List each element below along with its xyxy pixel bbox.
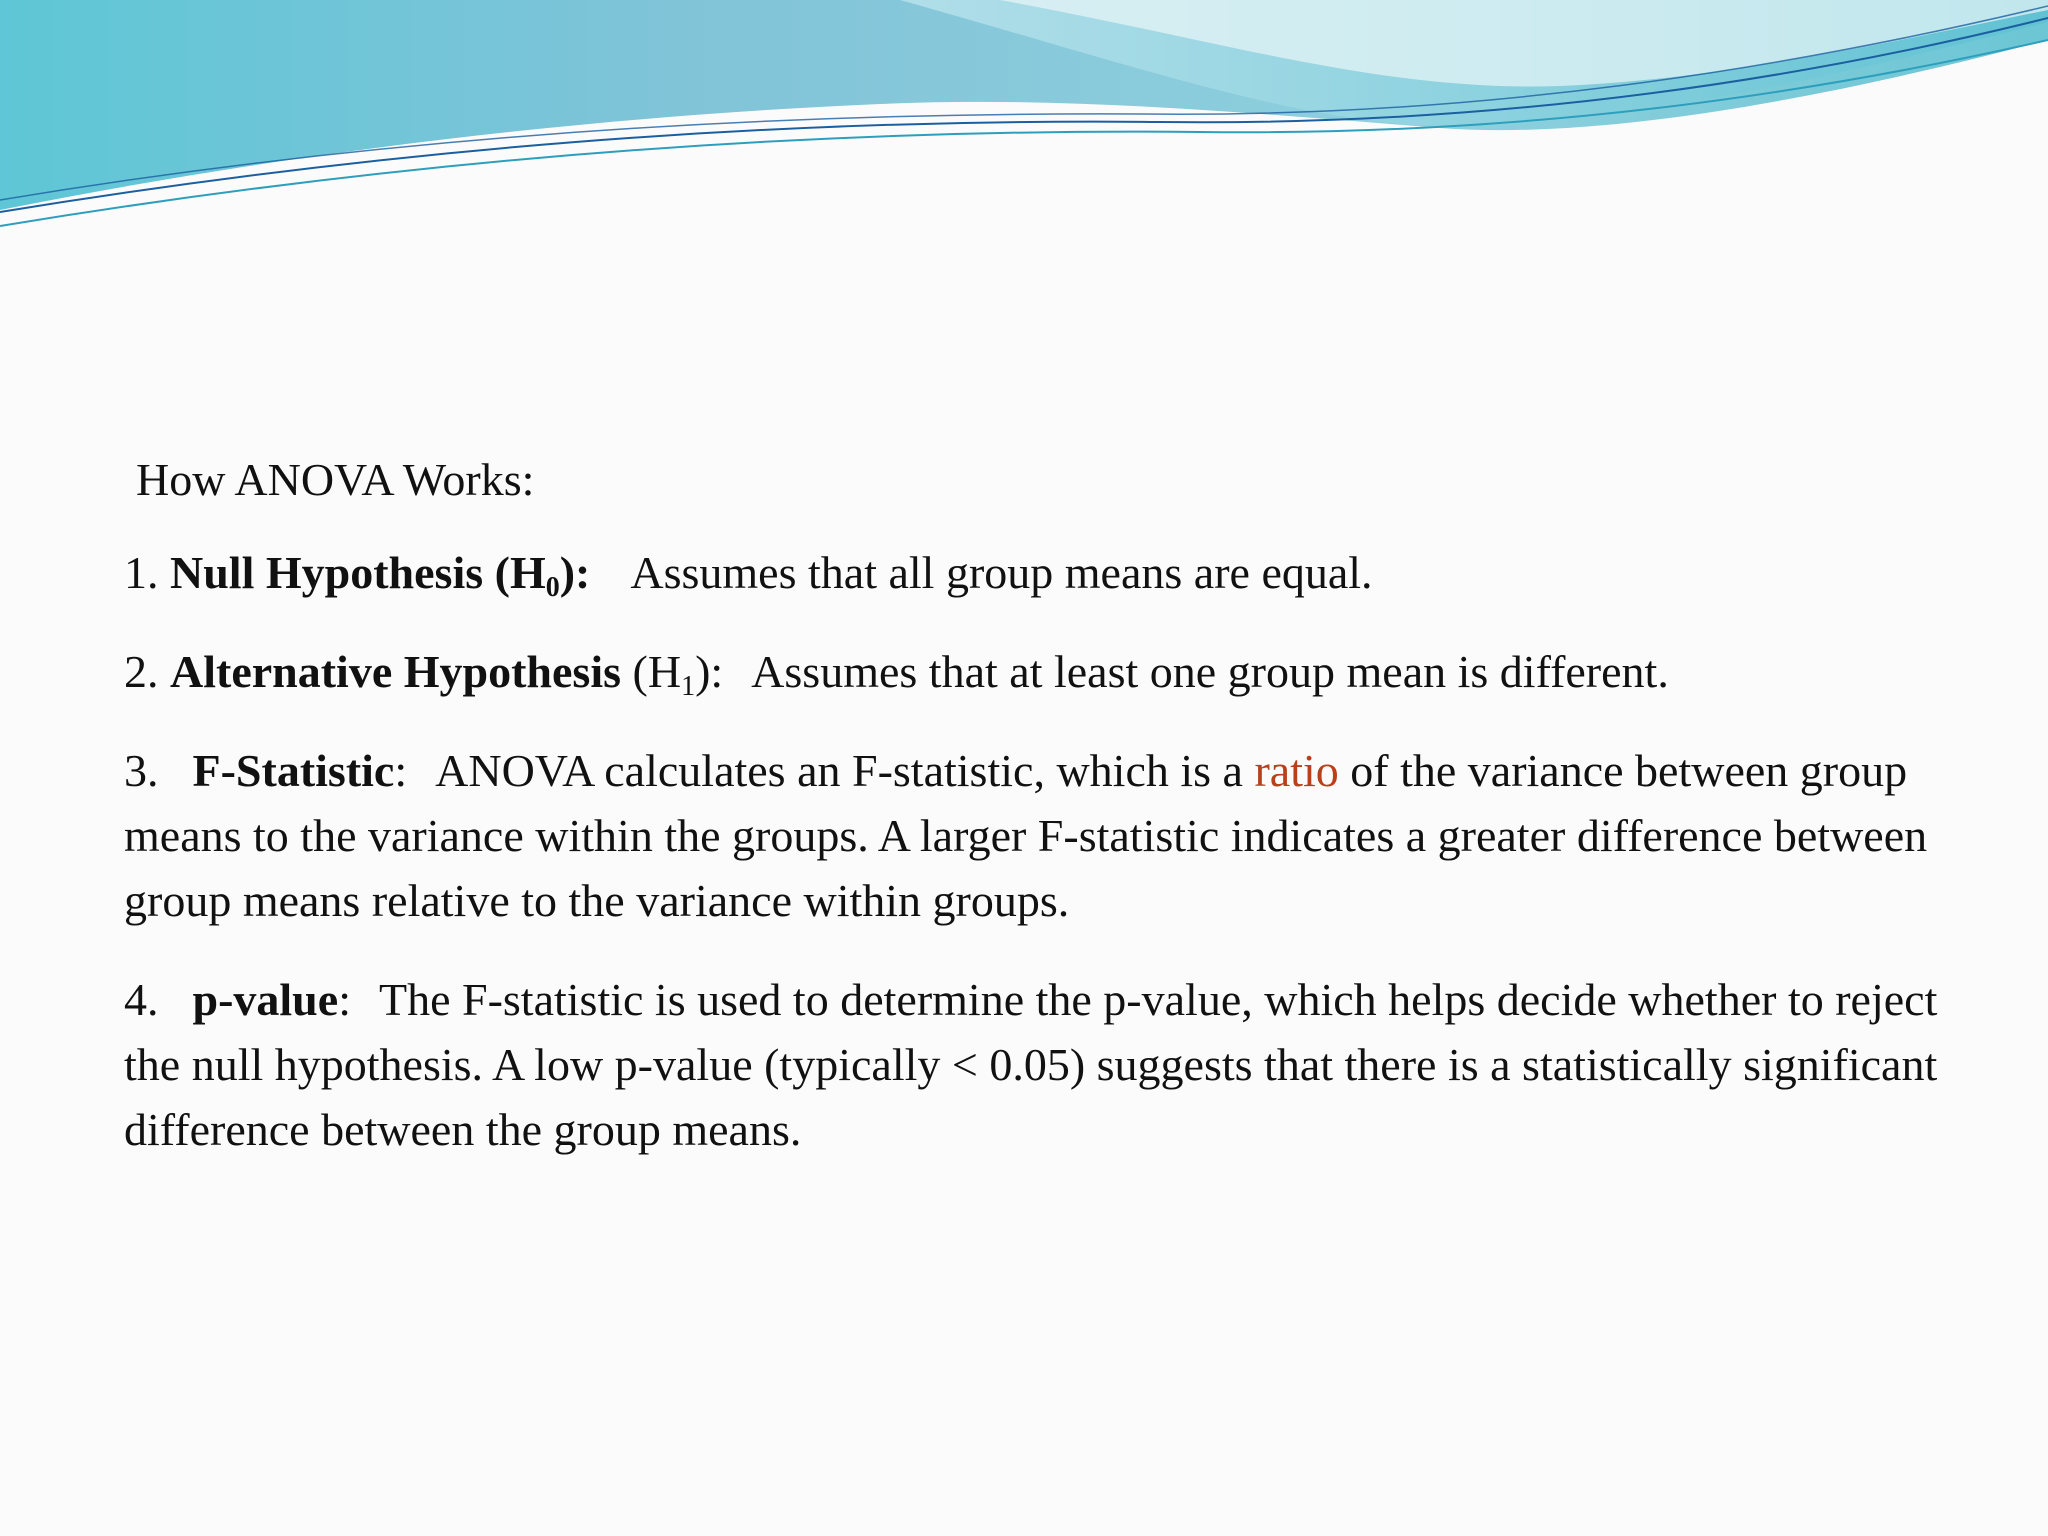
item-number: 1. <box>124 547 159 598</box>
item-number: 2. <box>124 646 159 697</box>
item-term: F-Statistic <box>192 745 395 796</box>
list-item-null-hypothesis <box>124 540 1964 605</box>
item-description: The F-statistic is used to determine the p-value, which helps decide whether to reject the null hypothesis. A low p-value (typically < 0.05) suggests that there is a statistically significant difference between the group means. <box>124 974 1938 1155</box>
list-item-alternative-hypothesis <box>124 639 1964 704</box>
list-item-f-statistic: 3. F-Statistic: ANOVA calculates an F-statistic, which is a ratio of the variance between group means to the variance within the groups. A larger F-statistic indicates a greater difference between group means relative to the variance within groups. <box>124 745 1928 926</box>
item-description-rest: of the variance between group means to the variance within the groups. A larger F-statistic indicates a greater difference between group means relative to the variance within groups. <box>124 745 1928 926</box>
item-symbol: $(H_1)$: <box>632 646 724 702</box>
item-term: Alternative Hypothesis <box>170 646 622 697</box>
item-description: Assumes that at least one group mean is different. <box>751 646 1669 697</box>
slide-intro: How ANOVA Works: <box>136 454 535 505</box>
item-term: p-value <box>192 974 339 1025</box>
highlight-ratio: ratio <box>1254 745 1339 796</box>
item-number: 4. <box>124 974 159 1025</box>
slide-content <box>124 448 1964 1196</box>
item-number: 3. <box>124 745 159 796</box>
header-wave-decoration <box>0 0 2048 240</box>
item-term: Null Hypothesis $(H_0)$: <box>170 547 591 603</box>
item-description: Assumes that all group means are equal. <box>630 547 1373 598</box>
list-item-p-value: 4. p-value: The F-statistic is used to determine the p-value, which helps decide whether to reject the null hypothesis. A low p-value (typically < 0.05) suggests that there is a statistically significant difference between the group means. <box>124 974 1938 1155</box>
item-description: ANOVA calculates an F-statistic, which is a <box>435 745 1243 796</box>
